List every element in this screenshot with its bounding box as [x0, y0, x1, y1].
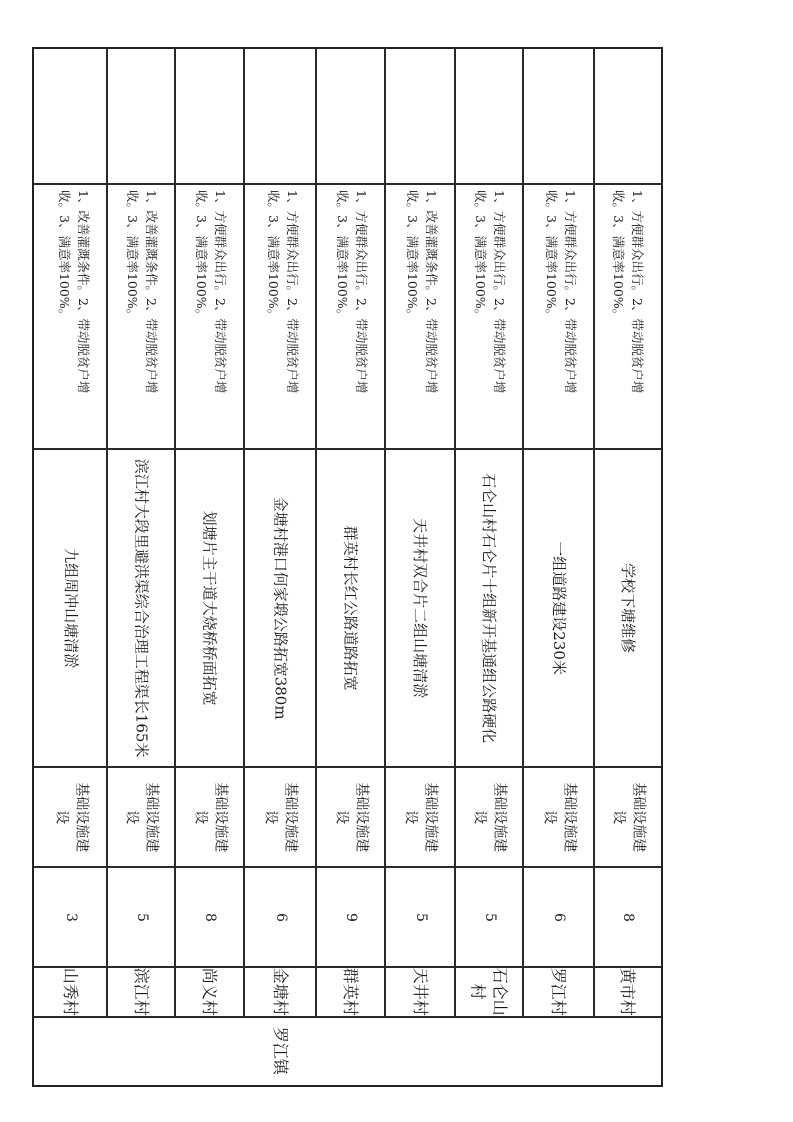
project-content-cell-text: 石仑山村石仑片十组新开基通组公路硬化: [480, 472, 499, 744]
project-content-cell: [455, 449, 523, 767]
village-name-cell-text: 群英村: [341, 967, 361, 1017]
count-cell-text: 9: [342, 912, 359, 922]
project-content-cell: [385, 449, 455, 767]
village-name-cell-text: 罗江村: [549, 967, 569, 1017]
town-name: 罗江镇: [270, 1026, 290, 1076]
village-name-cell-text: 滨江村: [131, 967, 151, 1017]
count-cell-text: 3: [62, 912, 79, 922]
benefit-cell-text: 1、方便群众出行。2、带动脱贫户增 收。3、满意率100%。: [334, 190, 369, 394]
benefit-cell: [34, 184, 107, 449]
count-cell: [385, 867, 455, 967]
project-content-cell: [175, 449, 244, 767]
count-cell: [523, 867, 594, 967]
project-type-cell: [316, 767, 385, 867]
project-table: [32, 47, 663, 1087]
project-content-cell-text: 群英村长红公路道路拓宽: [341, 525, 360, 691]
village-name-cell-text: 山秀村: [61, 967, 81, 1017]
benefit-cell-text: 1、改善灌溉条件。2、带动脱贫户增 收。3、满意率100%。: [56, 190, 91, 394]
benefit-cell: [316, 184, 385, 449]
benefit-cell: [175, 184, 244, 449]
count-cell-text: 8: [201, 912, 218, 922]
project-type-cell-text: 基础设施建 设: [262, 782, 299, 852]
village-name-cell-text: 金塘村: [270, 967, 290, 1017]
project-content-cell-text: 九组周冲山塘清淤: [61, 547, 80, 669]
count-cell-text: 6: [272, 912, 289, 922]
benefit-cell-text: 1、改善灌溉条件。2、带动脱贫户增 收。3、满意率100%。: [124, 190, 159, 394]
town-cell: [34, 1017, 661, 1085]
empty-cell: [523, 49, 594, 184]
empty-cell: [385, 49, 455, 184]
benefit-cell-text: 1、方便群众出行。2、带动脱贫户增 收。3、满意率100%。: [265, 190, 300, 394]
project-content-cell: [523, 449, 594, 767]
empty-cell: [34, 49, 107, 184]
project-type-cell-text: 基础设施建 设: [191, 782, 228, 852]
benefit-cell-text: 1、改善灌溉条件。2、带动脱贫户增 收。3、满意率100%。: [404, 190, 439, 394]
benefit-cell: [107, 184, 175, 449]
project-content-cell-text: 学校下塘维修: [618, 562, 637, 654]
project-content-cell-text: 金塘村港口何家塅公路拓宽380m: [271, 496, 290, 720]
empty-cell: [107, 49, 175, 184]
benefit-cell: [244, 184, 316, 449]
village-name-cell: [455, 967, 523, 1017]
count-cell: [455, 867, 523, 967]
village-name-cell: [316, 967, 385, 1017]
project-type-cell-text: 基础设施建 设: [609, 782, 646, 852]
project-content-cell-text: 滨江村大段里避洪渠综合治理工程渠长165米: [132, 458, 151, 758]
count-cell-text: 8: [619, 912, 636, 922]
count-cell-text: 5: [133, 912, 150, 922]
village-name-cell: [175, 967, 244, 1017]
count-cell: [34, 867, 107, 967]
project-content-cell: [244, 449, 316, 767]
count-cell: [175, 867, 244, 967]
benefit-cell-text: 1、方便群众出行。2、带动脱贫户增 收。3、满意率100%。: [472, 190, 507, 394]
village-name-cell: [244, 967, 316, 1017]
count-cell: [107, 867, 175, 967]
project-type-cell: [34, 767, 107, 867]
benefit-cell-text: 1、方便群众出行。2、带动脱贫户增 收。3、满意率100%。: [543, 190, 578, 394]
count-cell: [594, 867, 661, 967]
benefit-cell: [385, 184, 455, 449]
project-type-cell-text: 基础设施建 设: [123, 782, 160, 852]
project-content-cell: [594, 449, 661, 767]
project-type-cell-text: 基础设施建 设: [471, 782, 508, 852]
project-content-cell-text: 划塘片主干道大烧桥桥面拓宽: [200, 510, 219, 706]
project-type-cell: [455, 767, 523, 867]
benefit-cell: [594, 184, 661, 449]
village-name-cell: [385, 967, 455, 1017]
project-type-cell-text: 基础设施建 设: [52, 782, 89, 852]
project-type-cell-text: 基础设施建 设: [332, 782, 369, 852]
count-cell: [316, 867, 385, 967]
village-name-cell: [523, 967, 594, 1017]
empty-cell: [594, 49, 661, 184]
empty-cell: [455, 49, 523, 184]
count-cell-text: 5: [412, 912, 429, 922]
project-type-cell: [594, 767, 661, 867]
project-content-cell: [107, 449, 175, 767]
empty-cell: [316, 49, 385, 184]
empty-cell: [175, 49, 244, 184]
project-type-cell-text: 基础设施建 设: [402, 782, 439, 852]
village-name-cell: [34, 967, 107, 1017]
project-type-cell-text: 基础设施建 设: [540, 782, 577, 852]
project-content-cell: [34, 449, 107, 767]
project-content-cell: [316, 449, 385, 767]
project-content-cell-text: 天井村双合片二组山塘清淤: [411, 517, 430, 699]
benefit-cell-text: 1、方便群众出行。2、带动脱贫户增 收。3、满意率100%。: [610, 190, 645, 394]
village-name-cell-text: 黄市村: [618, 967, 638, 1017]
count-cell-text: 6: [550, 912, 567, 922]
project-content-cell-text: 一组道路建设230米: [549, 541, 568, 675]
benefit-cell-text: 1、方便群众出行。2、带动脱贫户增 收。3、满意率100%。: [193, 190, 228, 394]
village-name-cell-text: 尚义村: [200, 967, 220, 1017]
project-type-cell: [175, 767, 244, 867]
benefit-cell: [455, 184, 523, 449]
village-name-cell: [107, 967, 175, 1017]
project-type-cell: [244, 767, 316, 867]
project-type-cell: [523, 767, 594, 867]
empty-cell: [244, 49, 316, 184]
village-name-cell-text: 石仑山 村: [468, 967, 510, 1017]
village-name-cell-text: 天井村: [410, 967, 430, 1017]
count-cell: [244, 867, 316, 967]
village-name-cell: [594, 967, 661, 1017]
benefit-cell: [523, 184, 594, 449]
project-type-cell: [107, 767, 175, 867]
count-cell-text: 5: [481, 912, 498, 922]
project-type-cell: [385, 767, 455, 867]
